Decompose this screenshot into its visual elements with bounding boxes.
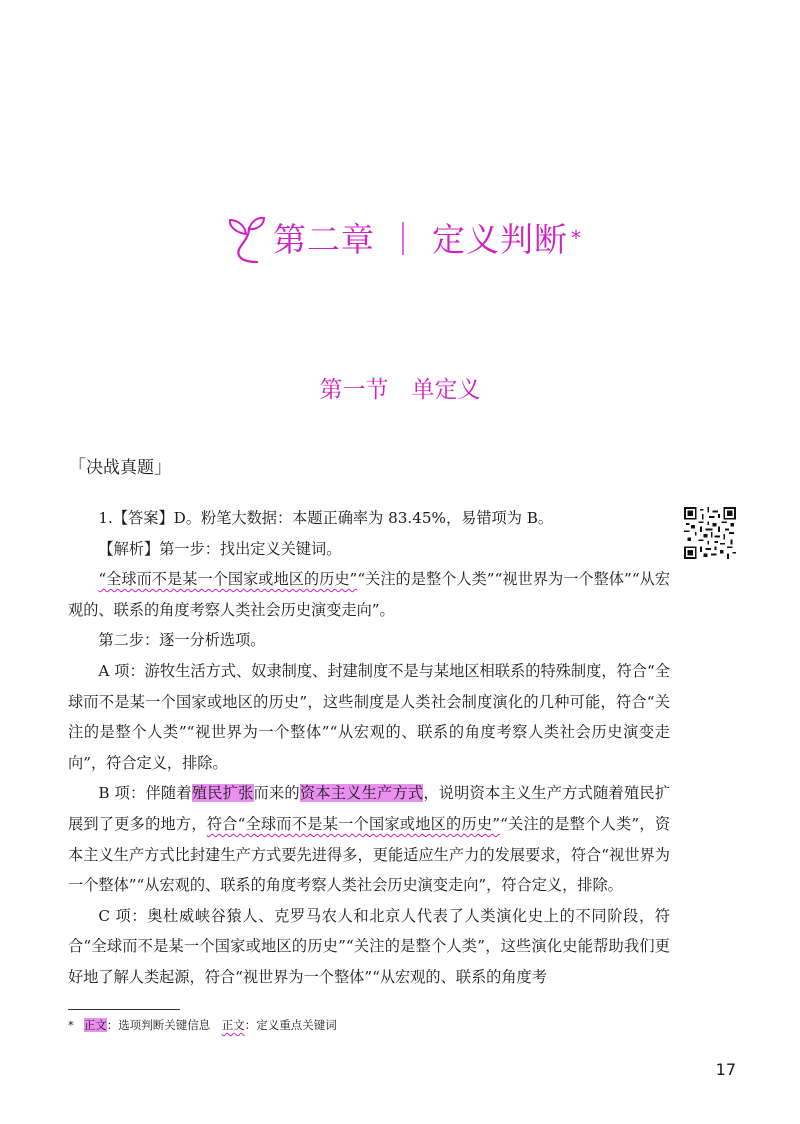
- option-b-paragraph: B 项：伴随着殖民扩张而来的资本主义生产方式，说明资本主义生产方式随着殖民扩展到了更多的地方，符合“全球而不是某一个国家或地区的历史”“关注的是整个人类”，资本主义生产方式比封建生产方式要先进得多，更能适应生产力的发展要求，符合“视世界为一个整体”“从宏观的、联系的角度考察人类社会历史演变走向”，符合定义，排除。: [68, 784, 671, 895]
- question-header: [68, 454, 172, 482]
- page-number: 17: [715, 1060, 736, 1079]
- chapter-heading: [0, 212, 800, 268]
- question-number: 1.: [98, 509, 113, 527]
- answer-text: D。粉笔大数据：本题正确率为 83.45%，易错项为 B。: [173, 509, 554, 527]
- wavy-keyword-global: 符合“全球而不是某一个国家或地区的历史”: [206, 814, 501, 833]
- keyword-2: “关注的是整个人类”: [357, 570, 495, 589]
- question-header-label: 决战真题: [86, 458, 154, 478]
- highlight-capitalist-mode: 资本主义生产方式: [299, 784, 424, 803]
- answer-paragraph: 1.【答案】D。粉笔大数据：本题正确率为 83.45%，易错项为 B。: [98, 509, 554, 527]
- chapter-title: 第二章 ｜ 定义判断: [273, 220, 568, 259]
- body-text: [68, 503, 670, 993]
- section-title: 第一节 单定义: [319, 377, 481, 403]
- keyword-1: “全球而不是某一个国家或地区的历史”: [98, 570, 358, 589]
- option-a-paragraph: A 项：游牧生活方式、奴隶制度、封建制度不是与某地区相联系的特殊制度，符合“全球而不是某一个国家或地区的历史”，这些制度是人类社会制度演化的几种可能，符合“关注的是整个人类”“视世界为一个整体”“从宏观的、联系的角度考察人类社会历史演变走向”，符合定义，排除。: [68, 661, 670, 772]
- footnote-wavy-sample: 正文: [221, 1018, 245, 1032]
- footnote-rule: [68, 1009, 180, 1010]
- analysis-paragraph: 【解析】第一步：找出定义关键词。: [98, 539, 342, 558]
- analysis-text: 第一步：找出定义关键词。: [159, 539, 342, 558]
- analysis-label: 解析: [113, 539, 144, 558]
- keyword-4: “从宏观的、联系的角度考察人类社会历史演变走向”: [68, 570, 671, 619]
- highlight-colonial-expansion: 殖民扩张: [191, 784, 254, 803]
- keyword-3: “视世界为一个整体”: [494, 570, 632, 589]
- keywords-paragraph: “全球而不是某一个国家或地区的历史”“关注的是整个人类”“视世界为一个整体”“从宏观的、联系的角度考察人类社会历史演变走向”。: [68, 570, 671, 619]
- bracket-close: 」: [154, 457, 172, 478]
- bracket-open: 「: [68, 457, 86, 478]
- footnote-highlight-sample: 正文: [83, 1018, 107, 1032]
- option-c-paragraph: C 项：奥杜威峡谷猿人、克罗马农人和北京人代表了人类演化史上的不同阶段，符合“全球而不是某一个国家或地区的历史”“关注的是整个人类”，这些演化史能帮助我们更好地了解人类起源，符合“视世界为一个整体”“从宏观的、联系的角度考: [68, 906, 670, 986]
- sprout-icon: [219, 212, 267, 268]
- chapter-footnote-mark: *: [570, 226, 581, 250]
- qr-code-icon: [684, 507, 736, 559]
- footnote: * 正文：选项判断关键信息 正文：定义重点关键词: [68, 1018, 337, 1032]
- footnote-mark: *: [68, 1018, 74, 1032]
- step2-paragraph: 第二步：逐一分析选项。: [98, 631, 266, 650]
- answer-label: 答案: [128, 509, 159, 527]
